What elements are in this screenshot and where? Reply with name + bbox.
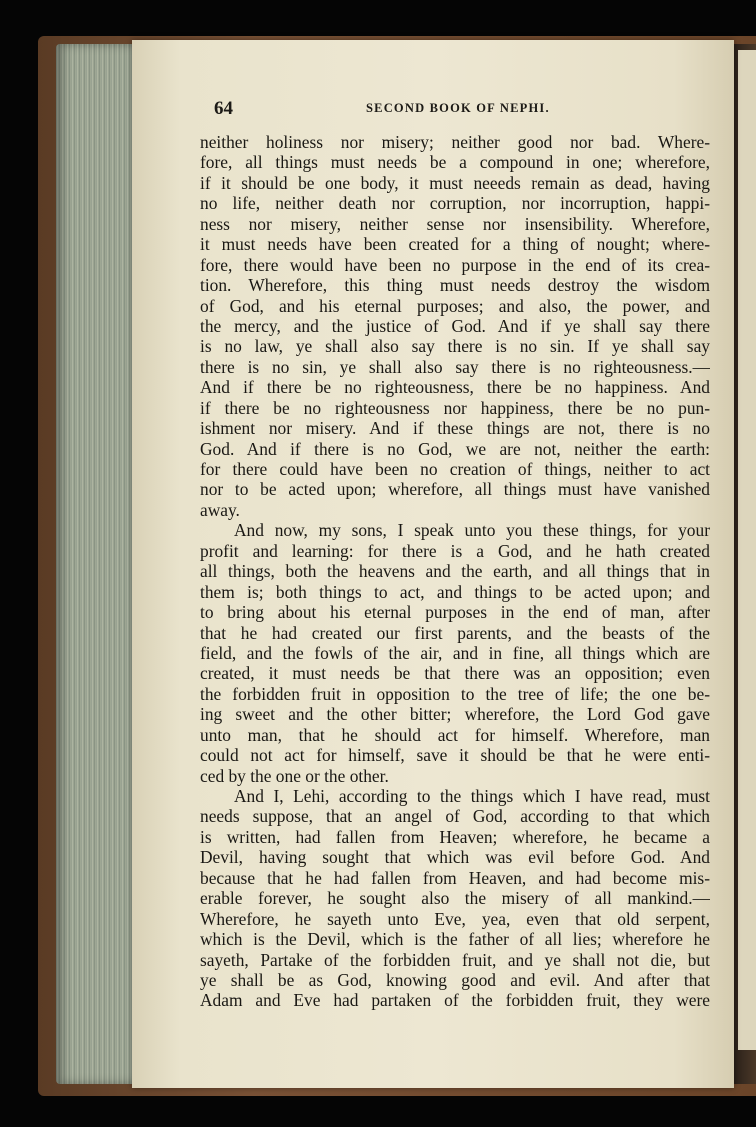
text-line: that he had created our first parents, and the beasts of the <box>200 622 710 643</box>
body-text <box>200 132 710 1011</box>
text-line: nor to be acted upon; wherefore, all things must have vanished <box>200 479 710 500</box>
text-line: tion. Wherefore, this thing must needs destroy the wisdom <box>200 275 710 296</box>
text-line: ced by the one or the other. <box>200 765 389 786</box>
text-line: all things, both the heavens and the earth, and all things that in <box>200 561 710 582</box>
text-line: ness nor misery, neither sense nor insensibility. Wherefore, <box>200 213 710 234</box>
text-line: Wherefore, he sayeth unto Eve, yea, even that old serpent, <box>200 908 710 929</box>
text-line: because that he had fallen from Heaven, and had become mis- <box>200 867 710 888</box>
text-line: is no law, ye shall also say there is no sin. If ye shall say <box>200 336 710 357</box>
text-line: Devil, having sought that which was evil before God. And <box>200 847 710 868</box>
text-line: unto man, that he should act for himself. Wherefore, man <box>200 724 710 745</box>
text-line: ishment nor misery. And if these things are not, there is no <box>200 418 710 439</box>
text-line: for there could have been no creation of things, neither to act <box>200 459 710 479</box>
text-line: away. <box>200 499 240 520</box>
text-line: needs suppose, that an angel of God, according to that which <box>200 806 710 827</box>
text-line: of God, and his eternal purposes; and also, the power, and <box>200 295 710 316</box>
text-line: ye shall be as God, knowing good and evil. And after that <box>200 969 710 990</box>
page-edges <box>56 44 140 1084</box>
text-line: profit and learning: for there is a God, and he hath created <box>200 540 710 561</box>
text-line: the mercy, and the justice of God. And if ye shall say there <box>200 315 710 336</box>
text-line: fore, all things must needs be a compound in one; wherefore, <box>200 152 710 173</box>
text-line: erable forever, he sought also the misery of all mankind.— <box>200 888 710 909</box>
text-line: to bring about his eternal purposes in the end of man, after <box>200 602 710 623</box>
text-line: Adam and Eve had partaken of the forbidden fruit, they were <box>200 990 710 1011</box>
text-line: sayeth, Partake of the forbidden fruit, and ye shall not die, but <box>200 949 710 970</box>
text-line: it must needs have been created for a thing of nought; where- <box>200 234 710 255</box>
text-line: God. And if there is no God, we are not, neither the earth: <box>200 438 710 459</box>
text-line: And if there be no righteousness, there be no happiness. And <box>200 377 710 398</box>
text-line: could not act for himself, save it should be that he were enti- <box>200 745 710 766</box>
text-line: neither holiness nor misery; neither good nor bad. Where- <box>200 132 710 152</box>
page-header <box>214 98 708 122</box>
text-line: field, and the fowls of the air, and in fine, all things which are <box>200 642 710 663</box>
page-number: 64 <box>214 98 233 119</box>
text-line: which is the Devil, which is the father of all lies; wherefore he <box>200 929 710 950</box>
text-line: if it should be one body, it must neeeds remain as dead, having <box>200 172 710 193</box>
text-line: them is; both things to act, and things to be acted upon; and <box>200 581 710 602</box>
text-line: no life, neither death nor corruption, nor incorruption, happi- <box>200 193 710 214</box>
next-page-sliver <box>738 50 756 1050</box>
text-line: the forbidden fruit in opposition to the tree of life; the one be- <box>200 683 710 704</box>
text-line: created, it must needs be that there was an opposition; even <box>200 663 710 684</box>
text-line: fore, there would have been no purpose in the end of its crea- <box>200 254 710 275</box>
running-title: SECOND BOOK OF NEPHI. <box>366 101 550 115</box>
text-line: is written, had fallen from Heaven; wherefore, he became a <box>200 826 710 847</box>
text-line: And now, my sons, I speak unto you these things, for your <box>234 520 710 541</box>
text-line: there is no sin, ye shall also say there is no righteousness.— <box>200 356 710 377</box>
text-line: And I, Lehi, according to the things which I have read, must <box>234 786 710 806</box>
text-line: if there be no righteousness nor happiness, there be no pun- <box>200 397 710 418</box>
text-line: ing sweet and the other bitter; wherefore, the Lord God gave <box>200 704 710 725</box>
